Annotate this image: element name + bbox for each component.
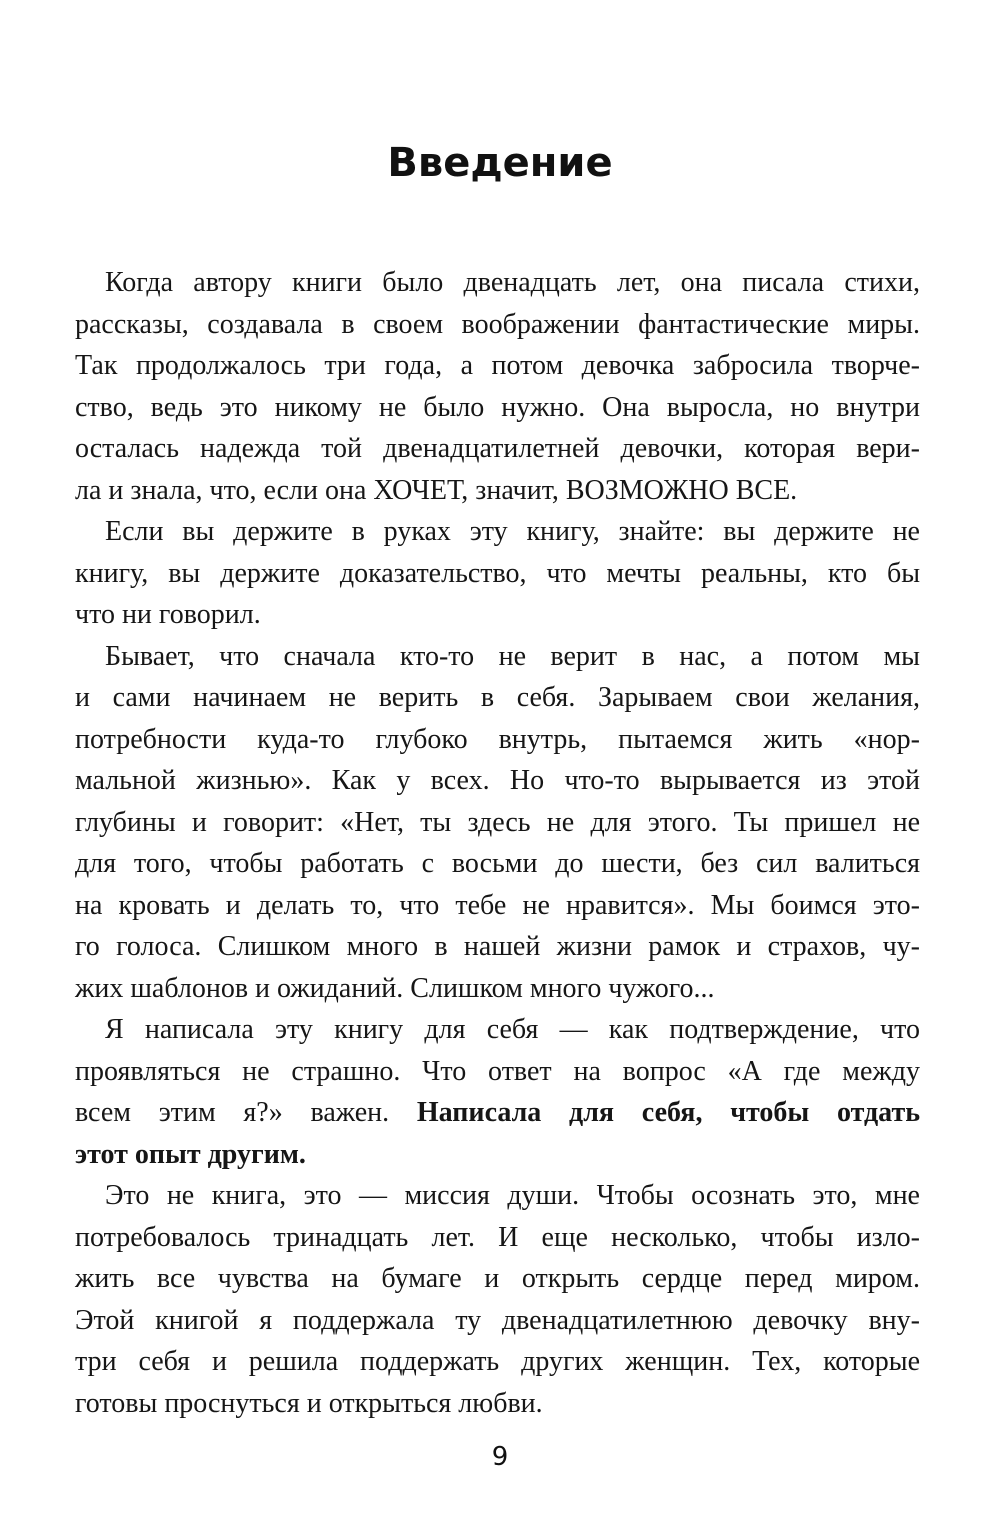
text-segment: что ни говорил. [75, 599, 261, 630]
text-segment: глубины и говорит: «Нет, ты здесь не для этого. Ты пришел не [75, 806, 920, 838]
chapter-title: Введение [387, 140, 613, 186]
text-line [75, 636, 920, 678]
text-line [75, 1009, 920, 1051]
text-segment: Этой книгой я поддержала ту двенадцатилетнюю девочку вну- [75, 1304, 920, 1336]
text-line [75, 387, 920, 429]
text-line [75, 802, 920, 844]
text-segment: книгу, вы держите доказательство, что мечты реальны, кто бы [75, 557, 920, 589]
text-line [75, 594, 920, 636]
text-segment: жить все чувства на бумаге и открыть сердце перед миром. [75, 1263, 920, 1294]
text-segment: ство, ведь это никому не было нужно. Она выросла, но внутри [75, 391, 920, 423]
paragraph [75, 1009, 920, 1175]
text-line [75, 1258, 920, 1300]
text-line [75, 1051, 920, 1093]
body-text [75, 262, 920, 1424]
paragraph [75, 262, 920, 511]
text-line [75, 885, 920, 927]
text-segment: для того, чтобы работать с восьми до шести, без сил валиться [75, 848, 920, 879]
text-segment: осталась надежда той двенадцатилетней девочки, которая вери- [75, 433, 920, 464]
text-segment: Так продолжалось три года, а потом девочка забросила творче- [75, 350, 920, 381]
text-line [75, 926, 920, 968]
text-line [75, 553, 920, 595]
text-line [75, 968, 920, 1010]
bold-text: Написала для себя, чтобы отдать [416, 1097, 920, 1128]
text-line [75, 262, 920, 304]
text-line [75, 1175, 920, 1217]
text-line [75, 719, 920, 761]
text-segment: и сами начинаем не верить в себя. Зарываем свои желания, [75, 682, 920, 713]
paragraph [75, 636, 920, 1010]
text-line [75, 345, 920, 387]
text-line [75, 470, 920, 512]
text-segment: ла и знала, что, если она ХОЧЕТ, значит, ВОЗМОЖНО ВСЕ. [75, 474, 798, 506]
paragraph [75, 511, 920, 636]
text-segment: проявляться не страшно. Что ответ на вопрос «А где между [75, 1055, 920, 1087]
text-segment: всем этим я?» важен. [75, 1097, 417, 1128]
text-segment: рассказы, создавала в своем воображении фантастические миры. [75, 308, 920, 340]
text-segment: три себя и решила поддержать других женщин. Тех, которые [75, 1346, 920, 1377]
text-line [75, 1092, 920, 1134]
text-segment: потребовалось тринадцать лет. И еще несколько, чтобы изло- [75, 1221, 920, 1253]
text-line [75, 760, 920, 802]
text-segment: на кровать и делать то, что тебе не нравится». Мы боимся это- [75, 889, 920, 921]
text-segment: жих шаблонов и ожиданий. Слишком много чужого... [75, 972, 715, 1004]
text-line [75, 304, 920, 346]
text-line [75, 511, 920, 553]
text-line [75, 1383, 920, 1425]
text-segment: го голоса. Слишком много в нашей жизни рамок и страхов, чу- [75, 931, 920, 962]
text-segment: Я написала эту книгу для себя — как подтверждение, что [105, 1014, 920, 1045]
text-segment: Если вы держите в руках эту книгу, знайте: вы держите не [105, 516, 920, 547]
text-segment: потребности куда-то глубоко внутрь, пытаемся жить «нор- [75, 723, 920, 755]
text-line [75, 428, 920, 470]
text-segment: мальной жизнью». Как у всех. Но что-то вырывается из этой [75, 765, 920, 796]
text-line [75, 1300, 920, 1342]
text-line [75, 677, 920, 719]
paragraph [75, 1175, 920, 1424]
text-segment: Когда автору книги было двенадцать лет, она писала стихи, [105, 267, 920, 298]
text-segment: Бывает, что сначала кто-то не верит в нас, а потом мы [105, 640, 920, 672]
text-segment: готовы проснуться и открыться любви. [75, 1387, 543, 1419]
text-line [75, 1217, 920, 1259]
bold-text: этот опыт другим. [75, 1138, 306, 1170]
text-segment: Это не книга, это — миссия души. Чтобы осознать это, мне [105, 1180, 920, 1211]
page-number: 9 [491, 1442, 509, 1472]
text-line [75, 1134, 920, 1176]
text-line [75, 843, 920, 885]
text-line [75, 1341, 920, 1383]
